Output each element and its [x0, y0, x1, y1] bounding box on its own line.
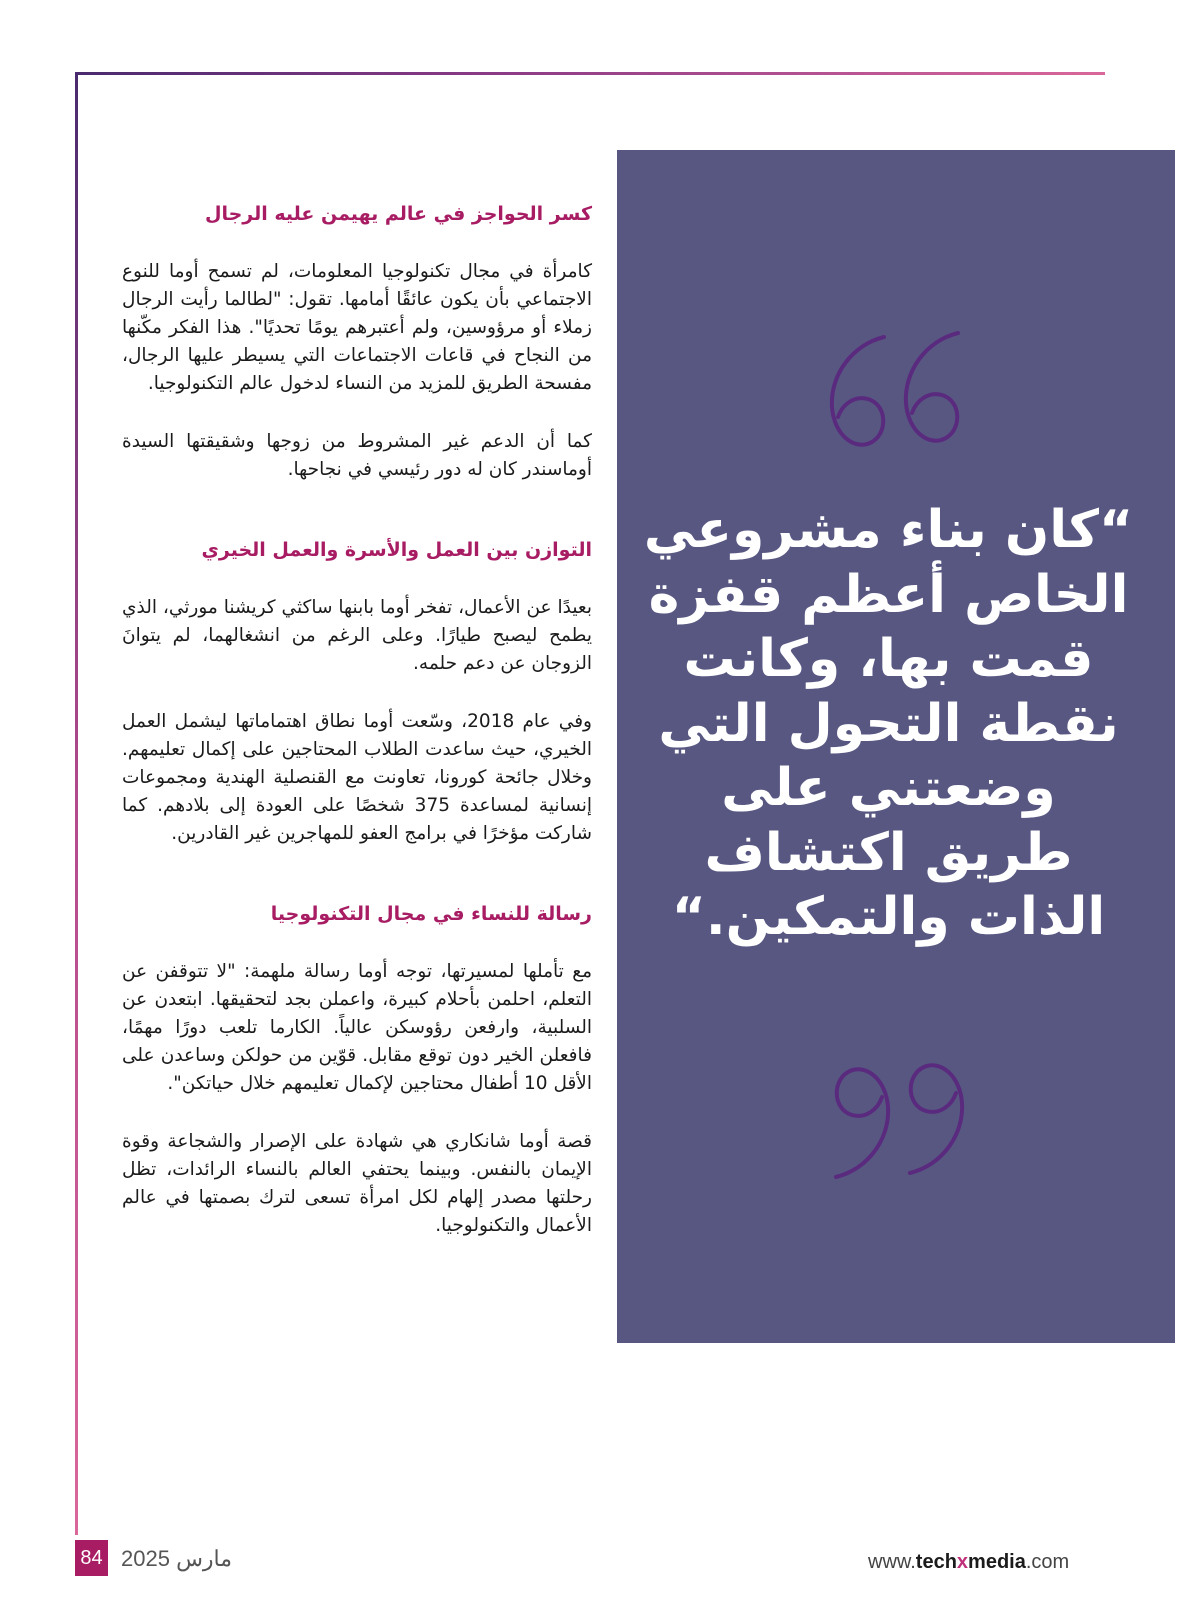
- paragraph: مع تأملها لمسيرتها، توجه أوما رسالة ملهمة: "لا تتوقفن عن التعلم، احلمن بأحلام كبيرة، واعملن بجد لتحقيقها. ابتعدن عن السلبية، وارفعن رؤوسكن عالياً. الكارما تلعب دورًا مهمًا، فافعلن الخير دون توقع مقابل. قوّين من حولكن وساعدن على الأقل 10 أطفال محتاجين لإكمال تعليمهم خلال حياتكن".: [122, 961, 592, 1094]
- issue-date: مارس 2025: [121, 1546, 233, 1571]
- frame-left-line: [75, 72, 78, 1535]
- website-url[interactable]: [868, 1551, 1069, 1574]
- url-suffix: .com: [1025, 1551, 1070, 1573]
- page-number-badge: 84: [75, 1540, 108, 1576]
- frame-top-line: [75, 72, 1105, 75]
- pull-quote-text: “كان بناء مشروعي الخاص أعظم قفزة قمت بها، وكانت نقطة التحول التي وضعتني على طريق اكتشاف الذات والتمكين.“: [643, 500, 1134, 947]
- paragraph: بعيدًا عن الأعمال، تفخر أوما بابنها ساكثي كريشنا مورثي، الذي يطمح ليصبح طيارًا. وعلى الرغم من انشغالهما، لم يتوانَ الزوجان عن دعم حلمه.: [122, 597, 592, 674]
- pull-quote-box: [617, 150, 1175, 1343]
- url-brand-x: x: [956, 1551, 969, 1573]
- paragraph: وفي عام 2018، وسّعت أوما نطاق اهتماماتها ليشمل العمل الخيري، حيث ساعدت الطلاب المحتاجين على إكمال تعليمهم. وخلال جائحة كورونا، تعاونت مع القنصلية الهندية ومجموعات إنسانية لمساعدة 375 شخصًا على العودة إلى بلادهم. كما شاركت مؤخرًا في برامج العفو للمهاجرين غير القادرين.: [122, 711, 592, 844]
- url-brand-media: media: [968, 1551, 1026, 1573]
- paragraph: كامرأة في مجال تكنولوجيا المعلومات، لم تسمح أوما للنوع الاجتماعي بأن يكون عائقًا أمامها. تقول: "لطالما رأيت الرجال زملاء أو مرؤوسين، ولم أعتبرهم يومًا تحديًا". هذا الفكر مكّنها من النجاح في قاعات الاجتماعات التي يسيطر عليها الرجال، مفسحة الطريق للمزيد من النساء لدخول عالم التكنولوجيا.: [122, 261, 592, 394]
- section-heading: رسالة للنساء في مجال التكنولوجيا: [270, 903, 592, 925]
- opening-quote-icon: [822, 325, 972, 455]
- paragraph: كما أن الدعم غير المشروط من زوجها وشقيقتها السيدة أوماسندر كان له دور رئيسي في نجاحها.: [122, 431, 592, 480]
- section-heading: التوازن بين العمل والأسرة والعمل الخيري: [201, 539, 592, 561]
- url-brand-tech: tech: [915, 1551, 957, 1573]
- section-heading: كسر الحواجز في عالم يهيمن عليه الرجال: [204, 203, 592, 225]
- paragraph: قصة أوما شانكاري هي شهادة على الإصرار والشجاعة وقوة الإيمان بالنفس. وبينما يحتفي العالم بالنساء الرائدات، تظل رحلتها مصدر إلهام لكل امرأة تسعى لترك بصمتها في عالم الأعمال والتكنولوجيا.: [122, 1131, 592, 1236]
- article-column: [122, 200, 592, 1270]
- url-prefix: www.: [868, 1551, 916, 1573]
- closing-quote-icon: [822, 1055, 972, 1185]
